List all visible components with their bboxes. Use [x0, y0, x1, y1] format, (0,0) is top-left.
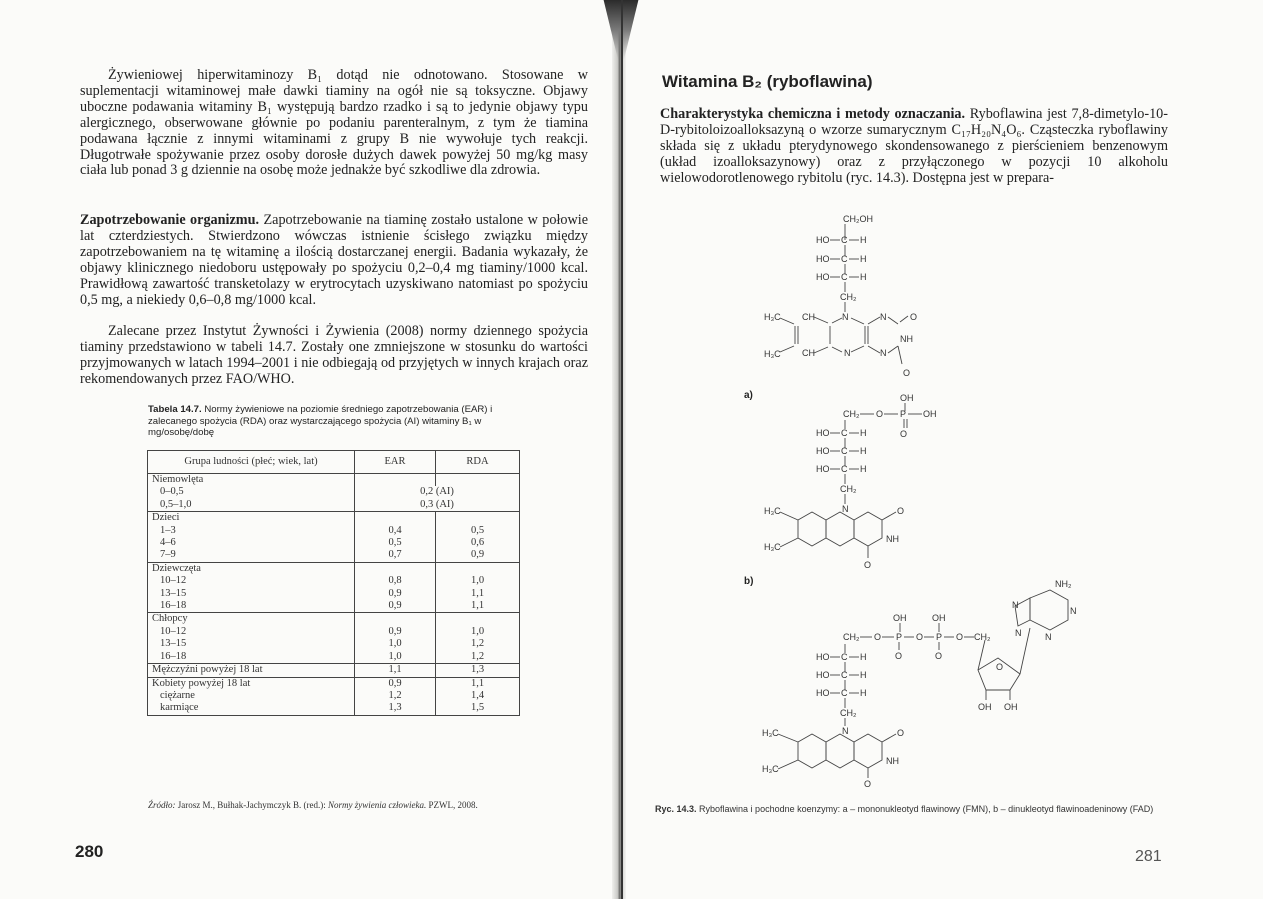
svg-text:HO: HO [816, 428, 830, 438]
svg-text:O: O [895, 651, 903, 661]
cell-ear: 0,4 [355, 525, 436, 537]
paragraph-requirement: Zapotrzebowanie organizmu. Zapotrzebowanie na tiaminę zostało ustalone w połowie lat czterdziestych. Stwierdzono wówczas istnienie ścisłego związku między zapotrzebowaniem na tę witaminę a ilością dostarczanej energii. Badania wykazały, że objawy klinicznego niedoboru ustępowały po spożyciu 0,2–0,4 mg tiaminy/1000 kcal. Prawidłową zawartość transketolazy w erytrocytach uzyskiwano natomiast po spożyciu 0,5 mg, a niekiedy 0,6–0,8 mg/1000 kcal. [80, 212, 588, 308]
cell-rda: 1,3 [470, 664, 485, 676]
cell-group: Kobiety powyżej 18 lat [148, 677, 355, 690]
svg-text:HO: HO [816, 688, 830, 698]
svg-text:HO: HO [816, 670, 830, 680]
cell-group: ciężarne [148, 690, 355, 702]
cell-group: 16–18 [148, 600, 355, 613]
column-header-rda: RDA [436, 451, 520, 474]
cell-rda: 1,0 [470, 625, 485, 637]
cell-group: 7–9 [148, 549, 355, 562]
paragraph-toxicity: Żywieniowej hiperwitaminozy B₁ dotąd nie odnotowano. Stosowane w suplementacji witaminowej małe dawki tiaminy na ogół nie są toksyczne. Objawy uboczne podawania witaminy B₁ występują bardzo rzadko i są to jedynie objawy typu alergicznego, obserwowane głównie po podaniu parenteralnym, z tym że tiamina podawana łącznie z innymi witaminami z grupy B nie wywołuje tych reakcji. Długotrwałe spożywanie przez osoby dorosłe dużych dawek powyżej 50 mg/kg masy ciała lub ponad 3 g dziennie na osobę może jednakże być szkodliwe dla zdrowia. [80, 67, 588, 179]
cell-group: Dzieci [148, 512, 355, 525]
cell-rda: 1,4 [470, 689, 485, 701]
svg-text:O: O [900, 429, 908, 439]
column-header-group: Grupa ludności (płeć; wiek, lat) [148, 451, 355, 474]
svg-text:N: N [880, 312, 887, 322]
svg-text:HO: HO [816, 464, 830, 474]
cell-group: 1–3 [148, 525, 355, 537]
paragraph-norms: Zalecane przez Instytut Żywności i Żywienia (2008) normy dziennego spożycia tiaminy przedstawiono w tabeli 14.7. Zostały one zmniejszone w stosunku do wartości przyjmowanych w latach 1994–2001 i nie odbiegają od przyjętych w innych krajach oraz rekomendowanych przez FAO/WHO. [80, 323, 588, 387]
svg-text:N: N [1012, 600, 1019, 610]
cell-ear: 0,5 [355, 537, 436, 549]
svg-text:N: N [1015, 628, 1022, 638]
svg-text:H: H [860, 272, 867, 282]
svg-text:H: H [860, 464, 867, 474]
svg-text:NH: NH [886, 534, 899, 544]
svg-text:H: H [860, 446, 867, 456]
svg-text:O: O [897, 506, 905, 516]
section-title: Witamina B₂ (ryboflawina) [662, 72, 873, 91]
svg-text:C: C [841, 446, 848, 456]
svg-text:OH: OH [893, 613, 907, 623]
svg-text:H₃C: H₃C [764, 506, 781, 516]
svg-text:HO: HO [816, 272, 830, 282]
svg-text:OH: OH [923, 409, 937, 419]
svg-text:C: C [841, 428, 848, 438]
cell-rda: 1,2 [470, 638, 485, 650]
svg-text:CH₂: CH₂ [843, 632, 860, 642]
cell-ear: 0,9 [355, 626, 436, 638]
svg-text:N: N [880, 348, 887, 358]
svg-text:O: O [916, 632, 924, 642]
table-caption: Tabela 14.7. Normy żywieniowe na poziomie średniego zapotrzebowania (EAR) i zalecanego spożycia (RDA) oraz wystarczającego spożycia (AI) witaminy B₁ w mg/osobę/dobę [148, 404, 493, 439]
svg-text:H: H [860, 254, 867, 264]
svg-text:O: O [897, 728, 905, 738]
svg-text:N: N [842, 312, 849, 322]
svg-text:NH: NH [886, 756, 899, 766]
svg-text:HO: HO [816, 254, 830, 264]
svg-text:O: O [903, 368, 911, 378]
cell-group: 16–18 [148, 651, 355, 664]
svg-text:CH₂OH: CH₂OH [843, 214, 873, 224]
cell-rda: 1,2 [470, 650, 485, 662]
svg-text:P: P [896, 632, 903, 642]
cell-ear: 1,2 [355, 690, 436, 702]
svg-text:NH: NH [900, 334, 913, 344]
svg-text:H: H [860, 670, 867, 680]
svg-text:CH₂: CH₂ [974, 632, 991, 642]
svg-text:C: C [841, 254, 848, 264]
svg-text:O: O [876, 409, 884, 419]
svg-text:H₃C: H₃C [764, 312, 781, 322]
svg-text:NH₂: NH₂ [1055, 579, 1072, 589]
svg-text:H₃C: H₃C [762, 764, 779, 774]
svg-text:C: C [841, 464, 848, 474]
svg-text:N: N [844, 348, 851, 358]
cell-group: 0,5–1,0 [148, 499, 355, 512]
svg-text:C: C [841, 652, 848, 662]
cell-group: Mężczyźni powyżej 18 lat [148, 664, 355, 677]
cell-rda: 0,5 [470, 524, 485, 536]
svg-text:C: C [841, 272, 848, 282]
svg-text:OH: OH [1004, 702, 1018, 712]
cell-rda: 1,1 [470, 677, 485, 689]
svg-text:HO: HO [816, 652, 830, 662]
cell-rda: 1,1 [470, 587, 485, 599]
svg-text:H: H [860, 652, 867, 662]
svg-text:O: O [996, 662, 1004, 672]
paragraph-riboflavin-heading: Charakterystyka chemiczna i metody oznaczania. [660, 106, 966, 122]
svg-text:CH₂: CH₂ [843, 409, 860, 419]
cell-group: karmiące [148, 702, 355, 715]
cell-rda: 1,1 [470, 600, 485, 612]
page-number-left: 280 [75, 842, 104, 861]
cell-ear: 1,0 [355, 651, 436, 664]
svg-text:HO: HO [816, 235, 830, 245]
svg-text:N: N [842, 504, 849, 514]
riboflavin-structure [740, 210, 960, 380]
cell-group: 10–12 [148, 626, 355, 638]
svg-text:O: O [864, 779, 872, 789]
svg-text:N: N [1045, 632, 1052, 642]
svg-text:CH₂: CH₂ [840, 484, 857, 494]
cell-group: 0–0,5 [148, 486, 355, 498]
cell-group: 13–15 [148, 588, 355, 600]
svg-text:C: C [841, 688, 848, 698]
svg-text:CH: CH [802, 312, 815, 322]
table-source: Źródło: Jarosz M., Bułhak-Jachymczyk B. (red.): Normy żywienia człowieka. PZWL, 2008. [148, 800, 478, 810]
cell-group: 4–6 [148, 537, 355, 549]
svg-text:O: O [935, 651, 943, 661]
cell-ear: 1,3 [355, 702, 436, 715]
svg-text:H: H [860, 428, 867, 438]
svg-text:O: O [956, 632, 964, 642]
cell-ear: 1,1 [355, 664, 436, 677]
svg-text:P: P [936, 632, 943, 642]
svg-text:H₃C: H₃C [764, 349, 781, 359]
cell-ear: 0,9 [355, 677, 436, 690]
svg-text:HO: HO [816, 446, 830, 456]
paragraph-requirement-heading: Zapotrzebowanie organizmu. [80, 212, 260, 228]
svg-text:CH: CH [802, 348, 815, 358]
cell-group: Niemowlęta [148, 474, 355, 487]
svg-text:H: H [860, 688, 867, 698]
cell-rda: 1,0 [470, 575, 485, 587]
svg-text:N: N [842, 726, 849, 736]
cell-group: 13–15 [148, 638, 355, 650]
paragraph-riboflavin: Charakterystyka chemiczna i metody oznaczania. Ryboflawina jest 7,8-dimetylo-10-D-rybitoloizoalloksazyną o wzorze sumarycznym C₁₇H₂₀N₄O₆. Cząsteczka ryboflawiny składa się z układu pterydynowego skondensowanego z pierścieniem benzenowym (układ izoalloksazynowy) oraz z przyłączonego w pozycji 10 alkoholu wielowodorotlenowego rybitolu (ryc. 14.3). Dostępna jest w prepara- [660, 106, 1168, 186]
svg-text:O: O [910, 312, 918, 322]
figure-label-b: b) [744, 576, 754, 587]
cell-ear: 1,0 [355, 638, 436, 650]
svg-text:H₃C: H₃C [762, 728, 779, 738]
fmn-structure [740, 392, 960, 572]
cell-rda: 0,6 [470, 537, 485, 549]
cell-rda: 1,5 [470, 702, 485, 714]
svg-text:C: C [841, 670, 848, 680]
svg-text:P: P [900, 409, 907, 419]
cell-ear: 0,9 [355, 600, 436, 613]
svg-text:OH: OH [978, 702, 992, 712]
cell-ear: 0,7 [355, 549, 436, 562]
figure-caption: Ryc. 14.3. Ryboflawina i pochodne koenzymy: a – mononukleotyd flawinowy (FMN), b – dinukleotyd flawinoadeninowy (FAD) [655, 804, 1154, 814]
svg-text:N: N [1070, 606, 1077, 616]
cell-ai: 0,3 (AI) [420, 498, 454, 510]
svg-text:C: C [841, 235, 848, 245]
svg-text:CH₂: CH₂ [840, 708, 857, 718]
svg-text:OH: OH [932, 613, 946, 623]
cell-group: Chłopcy [148, 613, 355, 626]
column-header-ear: EAR [355, 451, 436, 474]
svg-text:H: H [860, 235, 867, 245]
fad-structure [740, 578, 1090, 788]
cell-group: Dziewczęta [148, 562, 355, 575]
svg-text:O: O [874, 632, 882, 642]
cell-ear: 0,9 [355, 588, 436, 600]
cell-rda: 0,9 [470, 549, 485, 561]
figure-label-a: a) [744, 390, 753, 401]
svg-text:CH₂: CH₂ [840, 292, 857, 302]
page-number-right: 281 [1135, 848, 1162, 865]
cell-ai: 0,2 (AI) [420, 486, 454, 498]
svg-text:OH: OH [900, 393, 914, 403]
cell-group: 10–12 [148, 575, 355, 587]
svg-text:H₃C: H₃C [764, 542, 781, 552]
svg-text:O: O [864, 560, 872, 570]
cell-ear: 0,8 [355, 575, 436, 587]
